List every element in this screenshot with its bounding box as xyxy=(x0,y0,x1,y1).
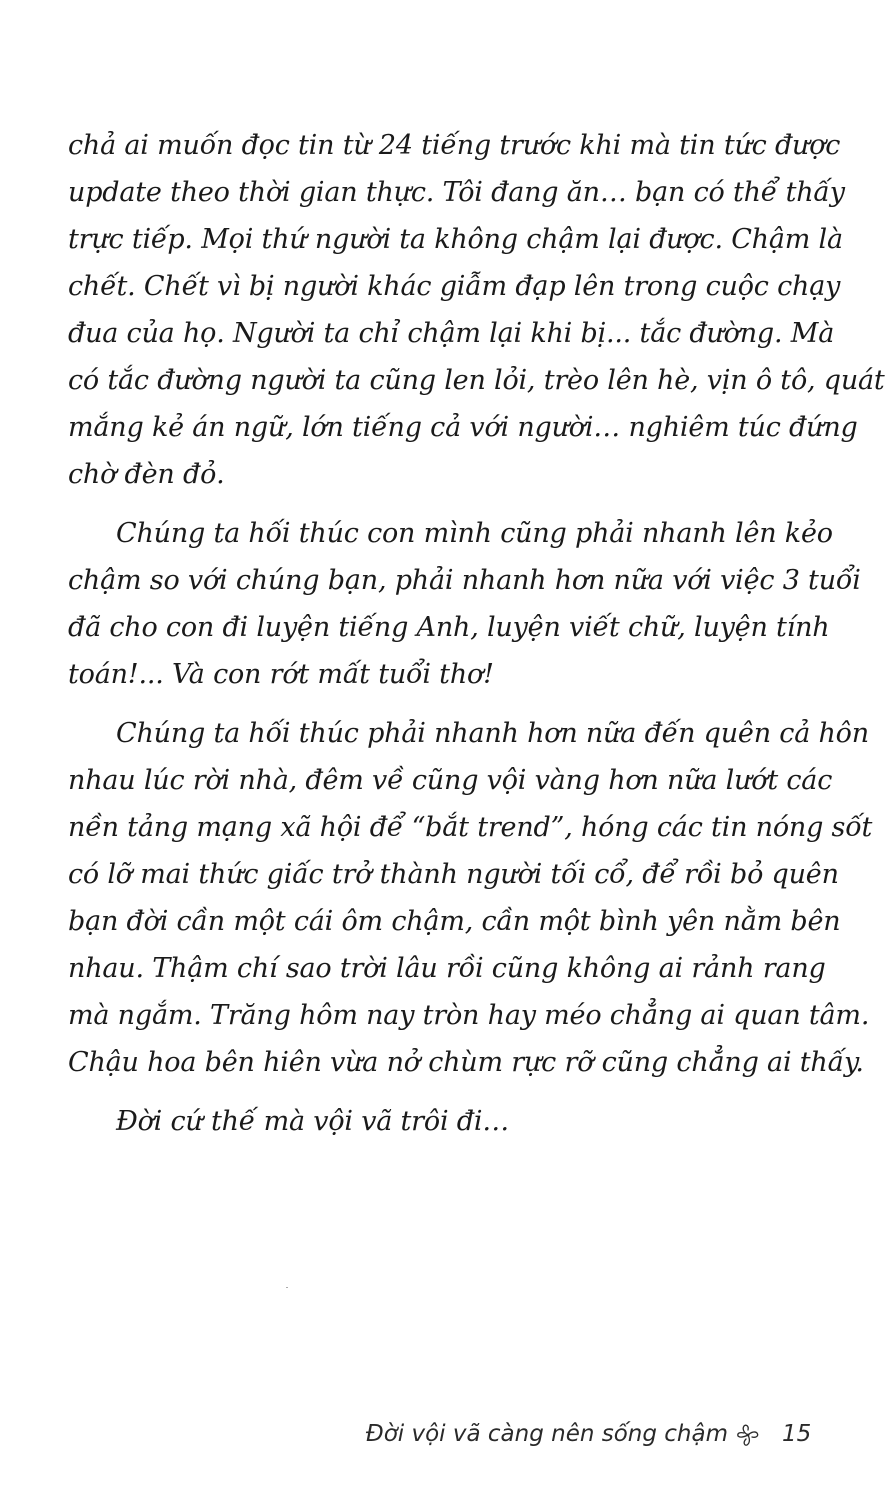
text-line: Chúng ta hối thúc phải nhanh hơn nữa đến quên cả hôn xyxy=(116,718,869,749)
text-line: có lỡ mai thức giấc trở thành người tối cổ, để rồi bỏ quên xyxy=(68,859,839,890)
text-line: Đời cứ thế mà vội vã trôi đi… xyxy=(116,1106,510,1137)
text-line: update theo thời gian thực. Tôi đang ăn… bạn có thể thấy xyxy=(68,177,845,208)
text-line: mắng kẻ án ngữ, lớn tiếng cả với người… nghiêm túc đứng xyxy=(68,412,858,443)
text-line: chờ đèn đỏ. xyxy=(68,459,225,490)
text-line: chậm so với chúng bạn, phải nhanh hơn nữa với việc 3 tuổi xyxy=(68,565,861,596)
text-line: có tắc đường người ta cũng len lỏi, trèo lên hè, vịn ô tô, quát xyxy=(68,365,885,396)
flower-ornament-icon xyxy=(735,1422,761,1448)
body-text xyxy=(68,122,885,1145)
page-number: 15 xyxy=(782,1421,812,1447)
text-line: trực tiếp. Mọi thứ người ta không chậm lại được. Chậm là xyxy=(68,224,843,255)
text-line: chết. Chết vì bị người khác giẫm đạp lên trong cuộc chạy xyxy=(68,271,841,302)
scan-speck xyxy=(286,1287,288,1288)
page-footer xyxy=(0,1418,888,1458)
paragraph xyxy=(68,510,861,698)
paragraph xyxy=(68,710,873,1086)
text-line: toán!... Và con rớt mất tuổi thơ! xyxy=(68,659,494,690)
text-line: chả ai muốn đọc tin từ 24 tiếng trước khi mà tin tức được xyxy=(68,130,841,161)
text-line: Chậu hoa bên hiên vừa nở chùm rực rỡ cũng chẳng ai thấy. xyxy=(68,1047,864,1078)
text-line: đua của họ. Người ta chỉ chậm lại khi bị... tắc đường. Mà xyxy=(68,318,835,349)
text-line: đã cho con đi luyện tiếng Anh, luyện viết chữ, luyện tính xyxy=(68,612,830,643)
paragraph xyxy=(68,122,885,498)
text-line: Chúng ta hối thúc con mình cũng phải nhanh lên kẻo xyxy=(116,518,833,549)
text-line: bạn đời cần một cái ôm chậm, cần một bình yên nằm bên xyxy=(68,906,841,937)
paragraph xyxy=(68,1098,808,1145)
text-line: mà ngắm. Trăng hôm nay tròn hay méo chẳng ai quan tâm. xyxy=(68,1000,870,1031)
text-line: nền tảng mạng xã hội để “bắt trend”, hóng các tin nóng sốt xyxy=(68,812,873,843)
running-title: Đời vội vã càng nên sống chậm xyxy=(365,1421,728,1447)
text-line: nhau. Thậm chí sao trời lâu rồi cũng không ai rảnh rang xyxy=(68,953,826,984)
text-line: nhau lúc rời nhà, đêm về cũng vội vàng hơn nữa lướt các xyxy=(68,765,833,796)
